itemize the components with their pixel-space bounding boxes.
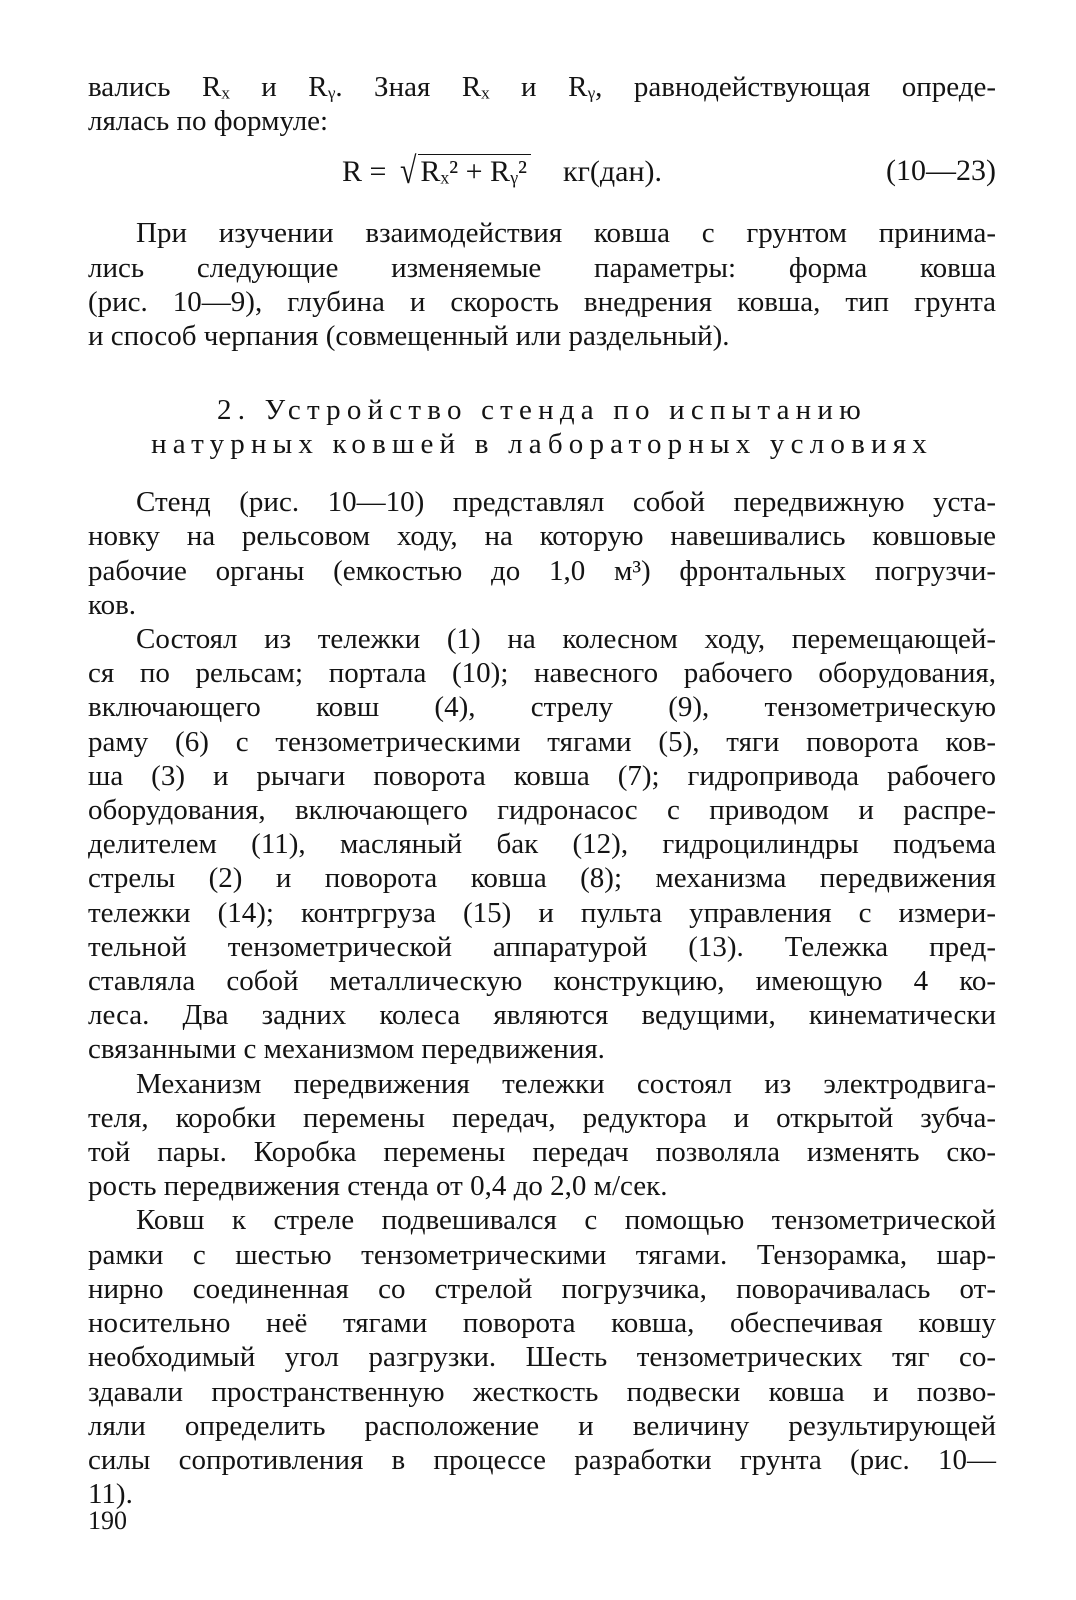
text-line: стрелы (2) и поворота ковша (8); механизма передвижения [88,862,996,895]
text-line: При изучении взаимодействия ковша с грунтом принима- [136,217,996,250]
text-line: нирно соединенная со стрелой погрузчика, поворачивалась от- [88,1272,996,1305]
section-heading-line-1: 2. Устройство стенда по испытанию [217,394,867,427]
text-line: ся по рельсам; портала (10); навесного рабочего оборудования, [88,657,996,690]
text-line: оборудования, включающего гидронасос с приводом и распре- [88,794,996,827]
formula-expression [342,151,662,193]
text-line: тележки (14); контргруза (15) и пульта управления с измери- [88,896,996,929]
page-body [88,70,996,1511]
text-line: 11). [88,1478,133,1511]
intro-paragraph [88,70,996,138]
text-line: лись следующие изменяемые параметры: форма ковша [88,251,996,284]
text-line: ставляла собой металлическую конструкцию, имеющую 4 ко- [88,965,996,998]
text-line: леса. Два задних колеса являются ведущими, кинематически [88,999,996,1032]
text-line: теля, коробки перемены передач, редуктора и открытой зубча- [88,1101,996,1134]
radical-sign: √ [399,151,417,193]
text-line: той пары. Коробка перемены передач позволяла изменять ско- [88,1136,996,1169]
text-line: Стенд (рис. 10—10) представлял собой передвижную уста- [136,486,996,519]
paragraph-composition [88,622,996,1067]
text-line: новку на рельсовом ходу, на которую навешивались ковшовые [88,520,996,553]
page-number: 190 [88,1506,127,1535]
text-line: силы сопротивления в процессе разработки грунта (рис. 10— [88,1443,996,1476]
formula-lhs: R = [342,155,394,189]
text-line: рость передвижения стенда от 0,4 до 2,0 м/сек. [88,1170,668,1203]
text-line: ша (3) и рычаги поворота ковша (7); гидропривода рабочего [88,759,996,792]
formula-unit: кг(дан). [563,155,662,189]
text-line: Состоял из тележки (1) на колесном ходу, перемещающей- [136,623,996,656]
text-line: ляли определить расположение и величину результирующей [88,1409,996,1442]
text-line: вались Rₓ и Rᵧ. Зная Rₓ и Rᵧ, равнодействующая опреде- [88,71,996,103]
section-heading-line-2: натурных ковшей в лабораторных условиях [151,428,933,461]
paragraph-drive [88,1067,996,1204]
text-line: ков. [88,588,137,621]
text-line: Механизм передвижения тележки состоял из электродвига- [136,1067,996,1100]
formula-10-23 [88,150,996,202]
paragraph-bucket [88,1203,996,1511]
section-heading [88,393,996,461]
text-line: рабочие органы (емкостью до 1,0 м³) фронтальных погрузчи- [88,554,996,587]
text-line: носительно неё тягами поворота ковша, обеспечивая ковшу [88,1307,996,1340]
text-line: связанными с механизмом передвижения. [88,1033,605,1066]
text-line: и способ черпания (совмещенный или раздельный). [88,320,730,353]
text-line: Ковш к стреле подвешивался с помощью тензометрической [136,1204,996,1237]
text-line: здавали пространственную жесткость подвески ковша и позво- [88,1375,996,1408]
text-line: рамки с шестью тензометрическими тягами. Тензорамка, шар- [88,1238,996,1271]
text-line: тельной тензометрической аппаратурой (13). Тележка пред- [88,930,996,963]
paragraph-stand [88,485,996,622]
text-line: (рис. 10—9), глубина и скорость внедрения ковша, тип грунта [88,285,996,318]
text-line: включающего ковш (4), стрелу (9), тензометрическую [88,691,996,724]
text-line: необходимый угол разгрузки. Шесть тензометрических тяг со- [88,1341,996,1374]
paragraph-parameters [88,216,996,353]
text-line: раму (6) с тензометрическими тягами (5), тяги поворота ков- [88,725,996,758]
equation-number: (10—23) [886,154,996,188]
formula-radicand: Rₓ² + Rᵧ² [418,154,531,189]
text-line: делителем (11), масляный бак (12), гидроцилиндры подъема [88,828,996,861]
text-line: лялась по формуле: [88,105,329,138]
